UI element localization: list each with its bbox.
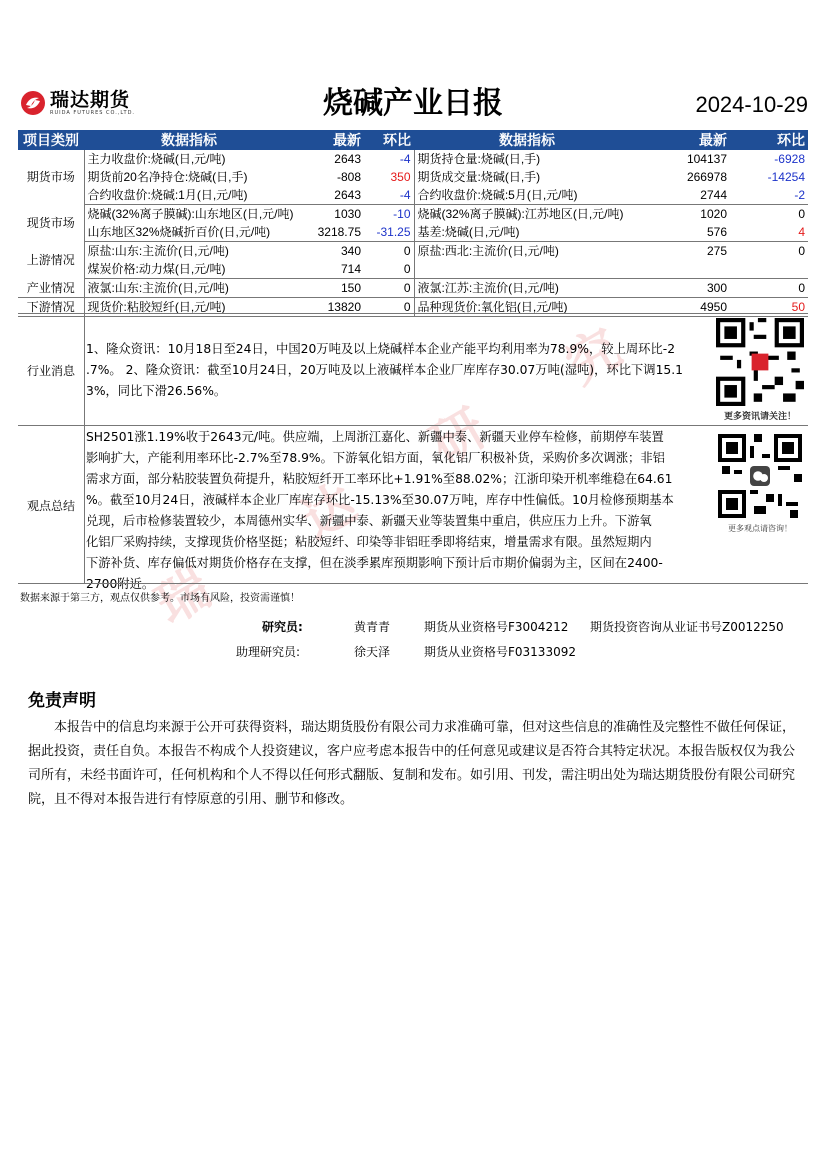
logo-name-en: RUIDA FUTURES CO.,LTD.: [50, 110, 136, 116]
researcher-cert-2: 期货投资咨询从业证书号Z0012250: [590, 620, 784, 634]
table-row: [18, 223, 808, 242]
data-table: [18, 130, 808, 317]
change-value-cell: -2: [730, 186, 808, 205]
disclaimer-body: 本报告中的信息均来源于公开可获得资料，瑞达期货股份有限公司力求准确可靠，但对这些信息的准确性及完整性不做任何保证，据此投资，责任自负。本报告不构成个人投资建议，客户应考虑本报告中的任何意见或建议是否符合其特定状况。本报告版权仅为我公司所有，未经书面许可，任何机构和个人不得以任何形式翻版、复制和发布。如引用、刊发，需注明出处为瑞达期货股份有限公司研究院，且不得对本报告进行有悖原意的引用、删节和修改。: [28, 720, 796, 807]
text-line: SH2501涨1.19%收于2643元/吨。供应端，上周浙江嘉化、新疆中泰、新疆天业停车检修，前期停车装置: [86, 430, 664, 444]
latest-value-cell: 104137: [686, 152, 727, 166]
change-value-cell: 0: [798, 244, 805, 258]
qr-caption: 更多资讯请关注！: [723, 412, 796, 422]
header-change: 环比: [730, 130, 808, 150]
watermark-char: 达: [291, 473, 367, 552]
viewpoint-text: [86, 427, 674, 595]
latest-value-cell: 300: [640, 279, 730, 298]
indicator-cell: 原盐:山东:主流价(日,元/吨): [87, 244, 229, 258]
category-cell: 下游情况: [18, 298, 84, 317]
indicator-cell: 品种现货价:氧化铝(日,元/吨): [414, 298, 640, 317]
latest-value-cell: 340: [340, 244, 361, 258]
change-value-cell: 0: [364, 260, 414, 279]
footnote: 数据来源于第三方，观点仅供参考。市场有风险，投资需谨慎！: [20, 593, 300, 604]
latest-value-cell: 13820: [294, 298, 364, 317]
table-header-row: [18, 130, 808, 150]
text-line: .7%。 2、隆众资讯：截至10月24日，20万吨及以上液碱样本企业厂库库存30.07万吨(湿吨)，环比下调15.1: [86, 363, 683, 377]
industry-news-text: [86, 339, 683, 402]
text-line: %。截至10月24日，液碱样本企业厂库库存环比-15.13%至30.07万吨，库存中性偏低。10月检修预期基本: [86, 493, 674, 507]
header-category: 项目类别: [18, 130, 84, 150]
latest-value-cell: 266978: [686, 170, 727, 184]
indicator-cell: 合约收盘价:烧碱:5月(日,元/吨): [414, 186, 640, 205]
change-value-cell: -4: [364, 186, 414, 205]
latest-value-cell: 150: [294, 279, 364, 298]
table-row: [18, 242, 808, 261]
category-cell: 上游情况: [18, 242, 84, 279]
viewpoint-section: [18, 425, 808, 591]
indicator-cell: 现货价:粘胶短纤(日,元/吨): [84, 298, 294, 317]
qr-code-icon: [716, 318, 804, 406]
indicator-cell: 山东地区32%烧碱折百价(日,元/吨): [84, 223, 294, 242]
text-line: 需求方面，部分粘胶装置负荷提升，粘胶短纤开工率环比+1.91%至88.02%；江浙印染开机率维稳在64.61: [86, 472, 673, 486]
category-cell: 期货市场: [18, 150, 84, 205]
report-title: 烧碱产业日报: [323, 86, 503, 121]
text-line: 兑现，后市检修装置较少，本周德州实华、新疆中泰、新疆天业等装置集中重启，供应压力上升。下游氧: [86, 514, 652, 528]
text-line: 化铝厂采购持续，支撑现货价格坚挺；粘胶短纤、印染等非铝旺季即将结束，增量需求有限。虽然短期内: [86, 535, 652, 549]
table-row: [18, 186, 808, 205]
table-row: [18, 279, 808, 298]
change-value-cell: 0: [730, 279, 808, 298]
watermark-char: 研: [421, 398, 497, 477]
latest-value-cell: 1030: [334, 207, 361, 221]
table-row: [18, 260, 808, 279]
indicator-cell: 液氯:江苏:主流价(日,元/吨): [414, 279, 640, 298]
researcher-label: 研究员:: [262, 620, 303, 634]
latest-value-cell: 2643: [294, 186, 364, 205]
section-divider: [18, 583, 808, 584]
indicator-cell: 期货成交量:烧碱(日,手): [414, 168, 640, 186]
table-body: [18, 150, 808, 317]
latest-value-cell: 4950: [640, 298, 730, 317]
assistant-label: 助理研究员:: [236, 645, 301, 659]
indicator-cell: 烧碱(32%离子膜碱):山东地区(日,元/吨): [87, 207, 294, 221]
category-cell: 产业情况: [18, 279, 84, 298]
indicator-cell: [414, 260, 640, 279]
latest-value-cell: -808: [336, 170, 361, 184]
change-value-cell: 4: [730, 223, 808, 242]
logo-name-cn: 瑞达期货: [50, 89, 131, 111]
latest-value-cell: 1020: [700, 207, 727, 221]
header-latest: 最新: [640, 130, 730, 150]
assistant-name: 徐天泽: [354, 645, 391, 659]
table-row: [18, 168, 808, 186]
change-value-cell: 0: [403, 244, 411, 258]
watermark-char: 瑞: [146, 558, 222, 637]
indicator-cell: 合约收盘价:烧碱:1月(日,元/吨): [84, 186, 294, 205]
indicator-cell: 液氯:山东:主流价(日,元/吨): [84, 279, 294, 298]
report-date: 2024-10-29: [695, 92, 808, 117]
change-value-cell: 0: [364, 279, 414, 298]
indicator-cell: 主力收盘价:烧碱(日,元/吨): [87, 152, 226, 166]
latest-value-cell: [640, 260, 730, 279]
text-line: 影响扩大，产能利用率环比-2.7%至78.9%。下游氧化铝方面，氧化铝厂积极补货，采购价多次调涨；非铝: [86, 451, 665, 465]
latest-value-cell: 2744: [640, 186, 730, 205]
latest-value-cell: 3218.75: [294, 223, 364, 242]
industry-news-section: [18, 313, 808, 426]
change-value-cell: 350: [390, 170, 411, 184]
viewpoint-label: 观点总结: [18, 426, 85, 584]
researcher-cert-1: 期货从业资格号F3004212: [424, 620, 569, 634]
change-value-cell: 50: [730, 298, 808, 317]
industry-news-label: 行业消息: [18, 314, 85, 426]
table-row: [18, 150, 808, 168]
latest-value-cell: 714: [294, 260, 364, 279]
change-value-cell: -4: [399, 152, 411, 166]
indicator-cell: 期货前20名净持仓:烧碱(日,手): [87, 170, 248, 184]
category-cell: 现货市场: [18, 205, 84, 242]
change-value-cell: [730, 260, 808, 279]
indicator-cell: 基差:烧碱(日,元/吨): [414, 223, 640, 242]
change-value-cell: -10: [393, 207, 411, 221]
watermark-char: 究: [556, 318, 632, 397]
indicator-cell: 煤炭价格:动力煤(日,元/吨): [84, 260, 294, 279]
latest-value-cell: 576: [640, 223, 730, 242]
assistant-cert: 期货从业资格号F03133092: [424, 645, 576, 659]
text-line: 1、隆众资讯：10月18日至24日，中国20万吨及以上烧碱样本企业产能平均利用率为78.9%，较上周环比-2: [86, 342, 676, 356]
change-value-cell: -31.25: [364, 223, 414, 242]
qr-caption: 更多观点请咨询！: [728, 524, 792, 533]
header-indicator: 数据指标: [414, 130, 640, 150]
header-latest: 最新: [294, 130, 364, 150]
header-indicator: 数据指标: [84, 130, 294, 150]
latest-value-cell: 275: [706, 244, 727, 258]
text-line: 下游补货、库存偏低对期货价格存在支撑，但在淡季累库预期影响下预计后市期价偏弱为主，区间在2400-: [86, 556, 663, 570]
text-line: 2700附近。: [86, 577, 155, 591]
text-line: 3%，同比下滑26.56%。: [86, 384, 227, 398]
researcher-name: 黄青青: [354, 620, 391, 634]
change-value-cell: -14254: [767, 170, 805, 184]
header-change: 环比: [364, 130, 414, 150]
indicator-cell: 期货持仓量:烧碱(日,手): [414, 150, 640, 168]
table-row: [18, 205, 808, 224]
latest-value-cell: 2643: [334, 152, 361, 166]
qr-code-icon: [718, 434, 802, 518]
indicator-cell: 烧碱(32%离子膜碱):江苏地区(日,元/吨): [414, 205, 640, 224]
indicator-cell: 原盐:西北:主流价(日,元/吨): [414, 242, 640, 261]
disclaimer-title: 免责声明: [28, 691, 96, 711]
change-value-cell: 0: [798, 207, 805, 221]
change-value-cell: -6928: [774, 152, 805, 166]
change-value-cell: 0: [364, 298, 414, 317]
